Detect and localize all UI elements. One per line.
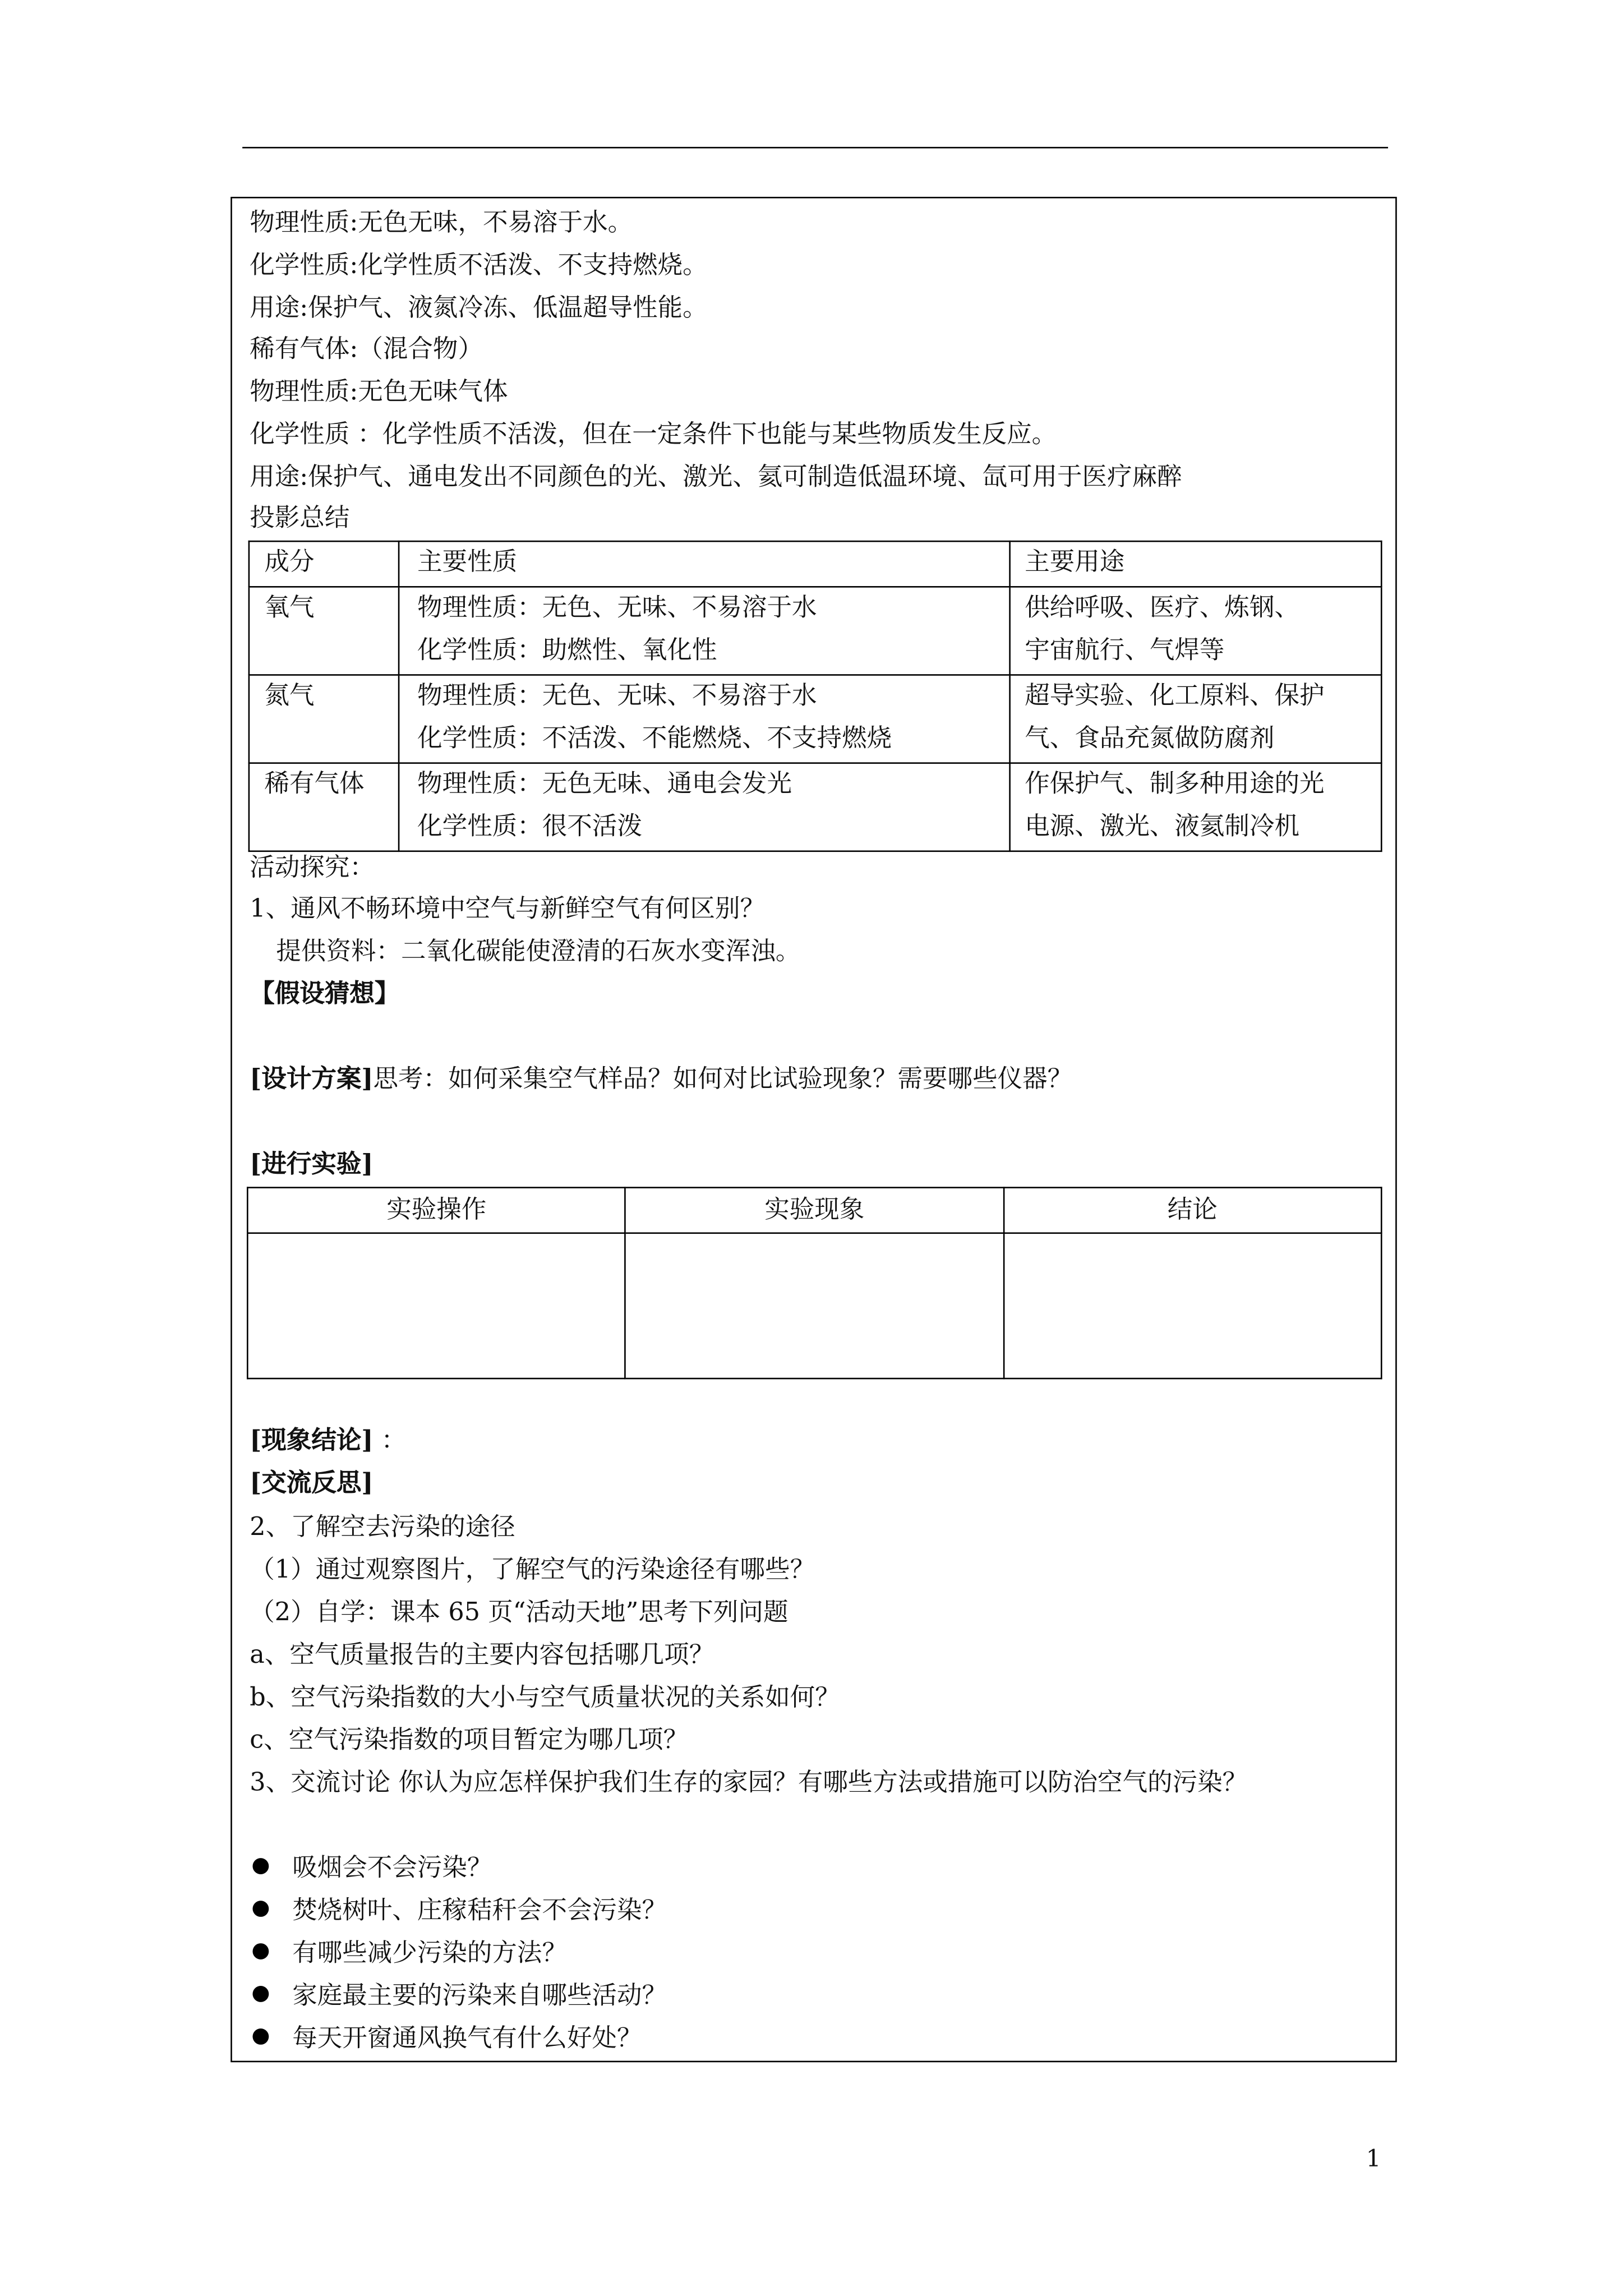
bullet-dot-icon xyxy=(252,1858,269,1874)
property-line: 物理性质：无色、无味、不易溶于水 xyxy=(417,592,817,623)
design-label: [设计方案] xyxy=(250,1064,374,1095)
header-cell: 成分 xyxy=(249,541,399,586)
bullet-text: 有哪些减少污染的方法？ xyxy=(292,1939,567,1968)
properties-cell xyxy=(399,674,1009,762)
table-row xyxy=(247,1233,1381,1378)
design-text: 思考：如何采集空气样品？如何对比试验现象？需要哪些仪器？ xyxy=(373,1064,1073,1095)
table-header-row xyxy=(249,541,1381,586)
property-line: 物理性质：无色无味、通电会发光 xyxy=(417,769,792,799)
provided-material: 提供资料：二氧化碳能使澄清的石灰水变浑浊。 xyxy=(276,937,801,967)
body-line: b、空气污染指数的大小与空气质量状况的关系如何？ xyxy=(250,1683,840,1713)
body-line: c、空气污染指数的项目暂定为哪几项？ xyxy=(250,1726,689,1755)
bullet-dot-icon xyxy=(252,1986,269,2002)
empty-cell xyxy=(1003,1233,1381,1378)
bullet-item xyxy=(250,1854,492,1883)
bullet-dot-icon xyxy=(252,1901,269,1917)
reflection-heading: [交流反思] xyxy=(250,1469,374,1499)
header-rule xyxy=(242,147,1388,149)
intro-line: 物理性质:无色无味，不易溶于水。 xyxy=(250,208,633,238)
bullet-dot-icon xyxy=(252,1943,269,1960)
intro-line: 稀有气体:（混合物） xyxy=(250,335,483,365)
uses-line: 供给呼吸、医疗、炼钢、 xyxy=(1025,592,1300,623)
conclusion-label: [现象结论] xyxy=(250,1426,374,1456)
component-name: 稀有气体 xyxy=(249,762,399,850)
table-row xyxy=(249,586,1381,674)
uses-line: 宇宙航行、气焊等 xyxy=(1025,636,1225,666)
empty-cell xyxy=(625,1233,1003,1378)
activity-heading: 活动探究： xyxy=(250,853,375,883)
header-cell: 主要性质 xyxy=(399,541,1009,586)
uses-line: 气、食品充氮做防腐剂 xyxy=(1025,724,1275,754)
intro-line: 用途:保护气、通电发出不同颜色的光、激光、氦可制造低温环境、氙可用于医疗麻醉 xyxy=(250,463,1182,492)
conclusion-line xyxy=(250,1426,406,1455)
hypothesis-heading: 【假设猜想】 xyxy=(250,979,400,1009)
uses-cell xyxy=(1009,674,1382,762)
question-1: 1、通风不畅环境中空气与新鲜空气有何区别？ xyxy=(250,895,766,924)
header-cell: 实验现象 xyxy=(625,1188,1003,1233)
table-row xyxy=(249,762,1381,850)
uses-line: 超导实验、化工原料、保护 xyxy=(1025,680,1325,711)
bullet-item xyxy=(250,1981,667,2011)
header-cell: 实验操作 xyxy=(247,1188,625,1233)
property-line: 化学性质：很不活泼 xyxy=(417,812,642,842)
bullet-dot-icon xyxy=(252,2028,269,2045)
body-line: 2、了解空去污染的途径 xyxy=(250,1513,515,1543)
bullet-item xyxy=(250,1896,667,1925)
uses-line: 作保护气、制多种用途的光 xyxy=(1025,769,1325,799)
bullet-item xyxy=(250,1939,567,1968)
empty-cell xyxy=(247,1233,625,1378)
property-line: 物理性质：无色、无味、不易溶于水 xyxy=(417,680,817,711)
component-name: 氧气 xyxy=(249,586,399,674)
body-line: （1）通过观察图片，了解空气的污染途径有哪些？ xyxy=(250,1555,815,1585)
body-line: a、空气质量报告的主要内容包括哪几项？ xyxy=(250,1640,714,1670)
property-line: 化学性质：助燃性、氧化性 xyxy=(417,636,717,666)
experiment-table xyxy=(247,1187,1382,1379)
table-row xyxy=(249,674,1381,762)
component-name: 氮气 xyxy=(249,674,399,762)
header-cell: 主要用途 xyxy=(1009,541,1382,586)
intro-line: 化学性质:化学性质不活泼、不支持燃烧。 xyxy=(250,251,708,281)
intro-line: 物理性质:无色无味气体 xyxy=(250,377,508,407)
bullet-text: 每天开窗通风换气有什么好处？ xyxy=(292,2024,642,2054)
body-line: 3、交流讨论 你认为应怎样保护我们生存的家园？有哪些方法或措施可以防治空气的污染？ xyxy=(250,1768,1248,1798)
design-line xyxy=(250,1065,1072,1094)
uses-line: 电源、激光、液氦制冷机 xyxy=(1025,812,1300,842)
table-header-row xyxy=(247,1188,1381,1233)
bullet-text: 焚烧树叶、庄稼秸秆会不会污染？ xyxy=(292,1896,667,1926)
bullet-item xyxy=(250,2024,642,2053)
intro-line: 化学性质 ：化学性质不活泼，但在一定条件下也能与某些物质发生反应。 xyxy=(250,420,1057,450)
page-number: 1 xyxy=(1366,2144,1381,2173)
uses-cell xyxy=(1009,586,1382,674)
bullet-text: 吸烟会不会污染？ xyxy=(292,1854,492,1883)
bullet-text: 家庭最主要的污染来自哪些活动？ xyxy=(292,1981,667,2011)
intro-line: 投影总结 xyxy=(250,504,350,533)
summary-table xyxy=(248,541,1382,851)
experiment-heading: [进行实验] xyxy=(250,1150,374,1180)
properties-cell xyxy=(399,762,1009,850)
properties-cell xyxy=(399,586,1009,674)
header-cell: 结论 xyxy=(1003,1188,1381,1233)
intro-line: 用途:保护气、液氮冷冻、低温超导性能。 xyxy=(250,293,708,324)
uses-cell xyxy=(1009,762,1382,850)
conclusion-suffix: ： xyxy=(373,1426,407,1456)
body-line: （2）自学：课本 65 页“活动天地”思考下列问题 xyxy=(250,1598,789,1628)
property-line: 化学性质：不活泼、不能燃烧、不支持燃烧 xyxy=(417,724,892,754)
